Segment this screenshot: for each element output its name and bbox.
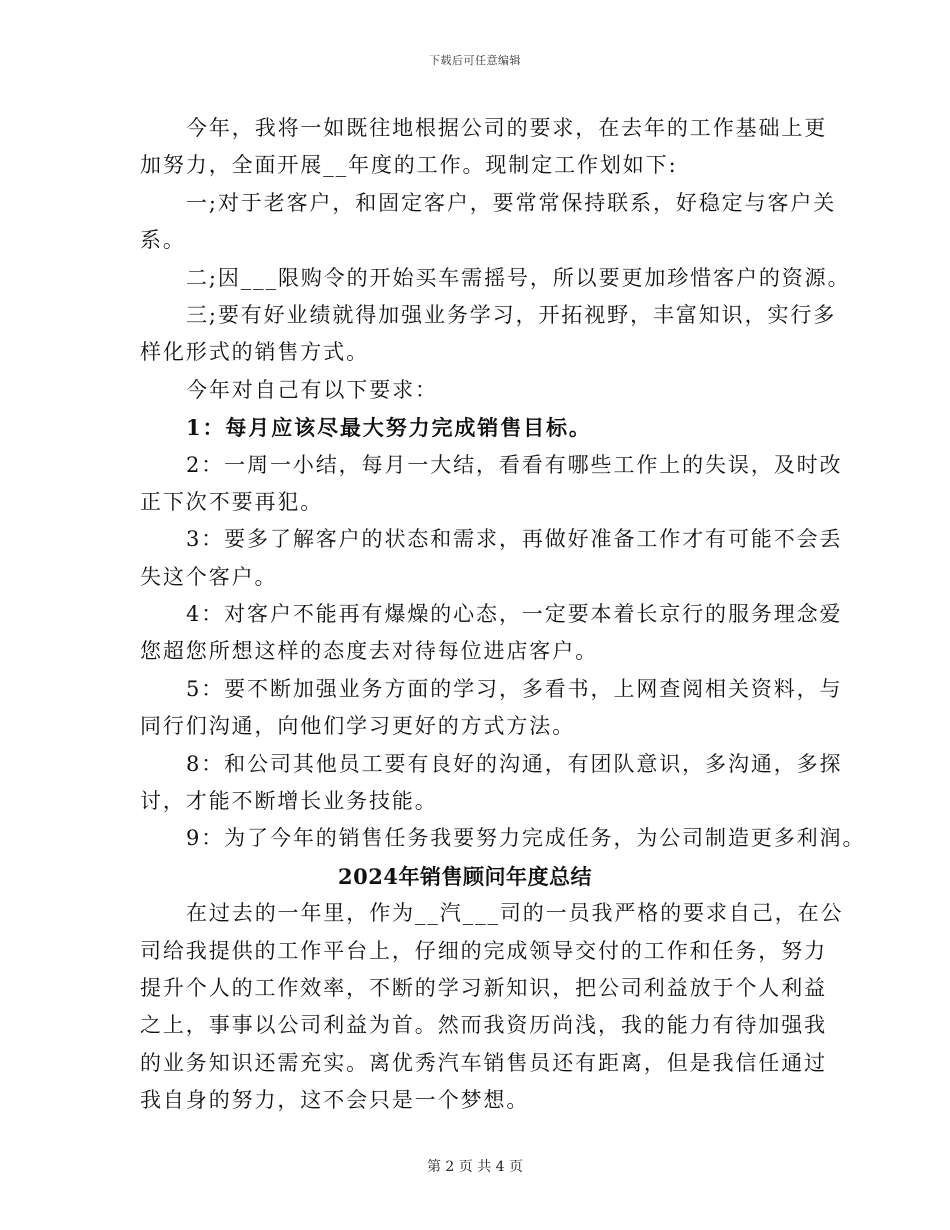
requirement-4-line-1: 4：对客户不能再有爆燥的心态，一定要本着长京行的服务理念爱 (186, 602, 843, 627)
requirement-2-line-1: 2：一周一小结，每月一大结，看看有哪些工作上的失误，及时改 (186, 452, 843, 477)
requirement-2-line-2: 正下次不要再犯。 (140, 489, 324, 514)
plan-item-1-line-1: 一;对于老客户，和固定客户，要常常保持联系，好稳定与客户关 (186, 190, 837, 215)
requirement-4-line-2: 您超您所想这样的态度去对待每位进店客户。 (140, 639, 598, 664)
summary-line-3: 提升个人的工作效率，不断的学习新知识，把公司利益放于个人利益 (140, 975, 827, 1000)
section-title: 2024年销售顾问年度总结 (338, 863, 592, 889)
requirement-3-line-2: 失这个客户。 (140, 564, 278, 589)
requirement-8-line-1: 8：和公司其他员工要有良好的沟通，有团队意识，多沟通，多探 (186, 751, 843, 776)
plan-item-2: 二;因___限购令的开始买车需摇号，所以要更加珍惜客户的资源。 (186, 265, 851, 290)
summary-line-4: 之上，事事以公司利益为首。然而我资历尚浅，我的能力有待加强我 (140, 1013, 827, 1038)
paragraph-intro-line-2: 加努力，全面开展__年度的工作。现制定工作划如下: (140, 153, 678, 178)
paragraph-intro-line-1: 今年，我将一如既往地根据公司的要求，在去年的工作基础上更 (186, 116, 828, 140)
plan-item-1-line-2: 系。 (140, 228, 186, 253)
requirement-5-line-2: 同行们沟通，向他们学习更好的方式方法。 (140, 714, 576, 739)
plan-item-3-line-2: 样化形式的销售方式。 (140, 340, 369, 365)
requirement-8-line-2: 讨，才能不断增长业务技能。 (140, 789, 438, 814)
document-body (140, 110, 866, 1120)
requirement-3-line-1: 3：要多了解客户的状态和需求，再做好准备工作才有可能不会丢 (186, 527, 843, 552)
requirement-9: 9：为了今年的销售任务我要努力完成任务，为公司制造更多利润。 (186, 826, 866, 851)
summary-line-5: 的业务知识还需充实。离优秀汽车销售员还有距离，但是我信任通过 (140, 1050, 827, 1075)
summary-line-2: 司给我提供的工作平台上，仔细的完成领导交付的工作和任务，努力 (140, 938, 827, 963)
requirement-5-line-1: 5：要不断加强业务方面的学习，多看书，上网查阅相关资料，与 (186, 676, 843, 701)
plan-item-3-line-1: 三;要有好业绩就得加强业务学习，开拓视野，丰富知识，实行多 (186, 302, 837, 327)
requirements-heading: 今年对自己有以下要求： (186, 377, 438, 402)
summary-line-1: 在过去的一年里，作为__汽___司的一员我严格的要求自己，在公 (186, 901, 844, 926)
page-number-footer: 第 2 页 共 4 页 (426, 1159, 524, 1175)
requirement-1: 1：每月应该尽最大努力完成销售目标。 (186, 415, 592, 441)
page-header: 下载后可任意编辑 (429, 54, 521, 67)
summary-line-6: 我自身的努力，这不会只是一个梦想。 (140, 1088, 530, 1113)
